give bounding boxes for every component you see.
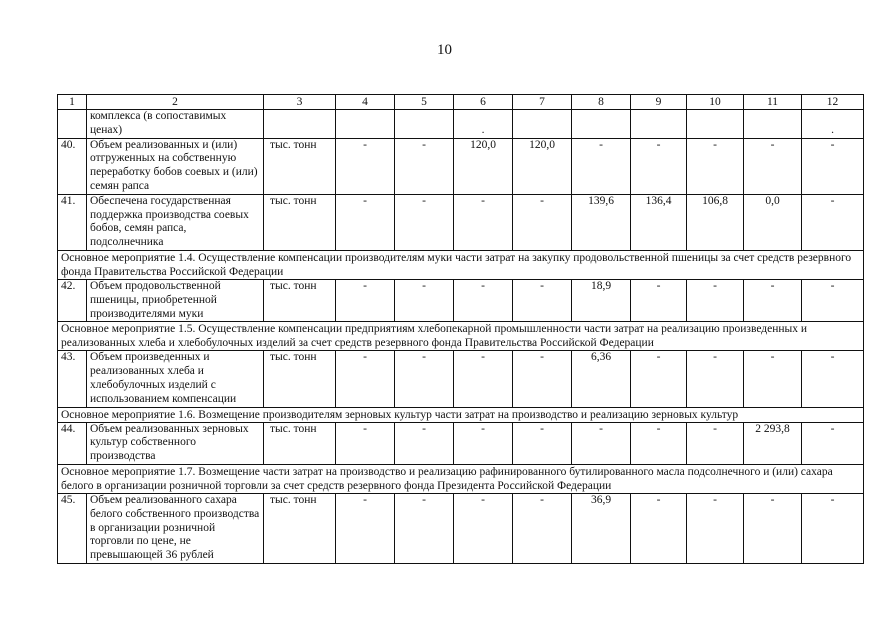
- value-cell: -: [336, 422, 395, 464]
- value-cell: -: [395, 422, 454, 464]
- value-cell: [513, 110, 572, 139]
- value-cell: [744, 110, 802, 139]
- column-header: 10: [687, 95, 744, 110]
- column-header: 12: [802, 95, 864, 110]
- row-number: [58, 110, 87, 139]
- value-cell: [687, 110, 744, 139]
- value-cell: -: [631, 138, 687, 194]
- column-header: 4: [336, 95, 395, 110]
- value-cell: -: [336, 493, 395, 563]
- value-cell: -: [336, 194, 395, 250]
- value-cell: -: [395, 493, 454, 563]
- table-row: [58, 110, 864, 139]
- value-cell: -: [513, 493, 572, 563]
- indicator-name: Обеспечена государственная поддержка производства соевых бобов, семян рапса, подсолнечника: [87, 194, 264, 250]
- column-header: 11: [744, 95, 802, 110]
- value-cell: -: [744, 493, 802, 563]
- value-cell: 120,0: [454, 138, 513, 194]
- value-cell: -: [631, 422, 687, 464]
- value-cell: -: [631, 351, 687, 407]
- value-cell: -: [687, 279, 744, 321]
- column-header: 8: [572, 95, 631, 110]
- column-header: 1: [58, 95, 87, 110]
- value-cell: -: [454, 279, 513, 321]
- table-body: [58, 95, 864, 564]
- value-cell: -: [513, 422, 572, 464]
- indicator-name: Объем реализованного сахара белого собственного производства в организации розничной торговли по цене, не превышающей 36 рублей: [87, 493, 264, 563]
- value-cell: -: [454, 351, 513, 407]
- value-cell: -: [631, 493, 687, 563]
- indicator-name: Объем продовольственной пшеницы, приобретенной производителями муки: [87, 279, 264, 321]
- page-number: 10: [437, 42, 452, 58]
- value-cell: -: [802, 138, 864, 194]
- section-title: Основное мероприятие 1.6. Возмещение производителям зерновых культур части затрат на производство и реализацию зерновых культур: [58, 407, 864, 422]
- value-cell: -: [802, 194, 864, 250]
- value-cell: -: [802, 351, 864, 407]
- unit-cell: тыс. тонн: [264, 422, 336, 464]
- table-row: [58, 493, 864, 563]
- value-cell: -: [336, 351, 395, 407]
- unit-cell: тыс. тонн: [264, 351, 336, 407]
- value-cell: -: [513, 351, 572, 407]
- value-cell: 106,8: [687, 194, 744, 250]
- column-header: 3: [264, 95, 336, 110]
- value-cell: -: [572, 422, 631, 464]
- value-cell: -: [395, 279, 454, 321]
- section-row: [58, 464, 864, 493]
- section-title: Основное мероприятие 1.4. Осуществление компенсации производителям муки части затрат на закупку продовольственной пшеницы за счет средств резервного фонда Правительства Российской Федерации: [58, 250, 864, 279]
- section-title: Основное мероприятие 1.7. Возмещение части затрат на производство и реализацию рафинированного бутилированного масла подсолнечного и (или) сахара белого в организации розничной торговли за счет средств резервного фонда Президента Российской Федерации: [58, 464, 864, 493]
- value-cell: 139,6: [572, 194, 631, 250]
- value-cell: 18,9: [572, 279, 631, 321]
- value-cell: 0,0: [744, 194, 802, 250]
- value-cell: -: [744, 351, 802, 407]
- indicator-name: Объем реализованных зерновых культур собственного производства: [87, 422, 264, 464]
- table-row: [58, 279, 864, 321]
- section-row: [58, 407, 864, 422]
- value-cell: .: [454, 110, 513, 139]
- value-cell: 6,36: [572, 351, 631, 407]
- section-title: Основное мероприятие 1.5. Осуществление компенсации предприятиям хлебопекарной промышленности части затрат на реализацию произведенных и реализованных хлеба и хлебобулочных изделий за счет средств резервного фонда Правительства Российской Федерации: [58, 322, 864, 351]
- unit-cell: тыс. тонн: [264, 194, 336, 250]
- value-cell: 36,9: [572, 493, 631, 563]
- value-cell: -: [744, 279, 802, 321]
- table-row: [58, 194, 864, 250]
- column-header: 7: [513, 95, 572, 110]
- unit-cell: тыс. тонн: [264, 279, 336, 321]
- row-number: 43.: [58, 351, 87, 407]
- value-cell: -: [631, 279, 687, 321]
- indicator-name: Объем произведенных и реализованных хлеба и хлебобулочных изделий с использованием компенсации: [87, 351, 264, 407]
- row-number: 41.: [58, 194, 87, 250]
- value-cell: 2 293,8: [744, 422, 802, 464]
- value-cell: -: [687, 351, 744, 407]
- column-header: 5: [395, 95, 454, 110]
- column-header: 2: [87, 95, 264, 110]
- value-cell: -: [513, 279, 572, 321]
- value-cell: 136,4: [631, 194, 687, 250]
- value-cell: -: [454, 194, 513, 250]
- value-cell: -: [687, 138, 744, 194]
- value-cell: -: [395, 138, 454, 194]
- unit-cell: тыс. тонн: [264, 493, 336, 563]
- header-row: [58, 95, 864, 110]
- value-cell: -: [572, 138, 631, 194]
- table-row: [58, 422, 864, 464]
- column-header: 6: [454, 95, 513, 110]
- value-cell: -: [744, 138, 802, 194]
- value-cell: -: [687, 493, 744, 563]
- value-cell: 120,0: [513, 138, 572, 194]
- value-cell: [264, 110, 336, 139]
- value-cell: -: [336, 138, 395, 194]
- value-cell: -: [336, 279, 395, 321]
- row-number: 44.: [58, 422, 87, 464]
- row-number: 45.: [58, 493, 87, 563]
- indicator-name: комплекса (в сопоставимых ценах): [87, 110, 264, 139]
- value-cell: -: [802, 279, 864, 321]
- value-cell: .: [802, 110, 864, 139]
- value-cell: -: [454, 493, 513, 563]
- table-row: [58, 351, 864, 407]
- value-cell: [336, 110, 395, 139]
- value-cell: [572, 110, 631, 139]
- indicator-name: Объем реализованных и (или) отгруженных на собственную переработку бобов соевых и (или) семян рапса: [87, 138, 264, 194]
- indicators-table: [57, 94, 864, 564]
- value-cell: -: [802, 493, 864, 563]
- section-row: [58, 250, 864, 279]
- value-cell: -: [395, 194, 454, 250]
- value-cell: [395, 110, 454, 139]
- row-number: 42.: [58, 279, 87, 321]
- value-cell: -: [454, 422, 513, 464]
- value-cell: [631, 110, 687, 139]
- table-row: [58, 138, 864, 194]
- row-number: 40.: [58, 138, 87, 194]
- value-cell: -: [395, 351, 454, 407]
- unit-cell: тыс. тонн: [264, 138, 336, 194]
- value-cell: -: [513, 194, 572, 250]
- value-cell: -: [687, 422, 744, 464]
- section-row: [58, 322, 864, 351]
- value-cell: -: [802, 422, 864, 464]
- column-header: 9: [631, 95, 687, 110]
